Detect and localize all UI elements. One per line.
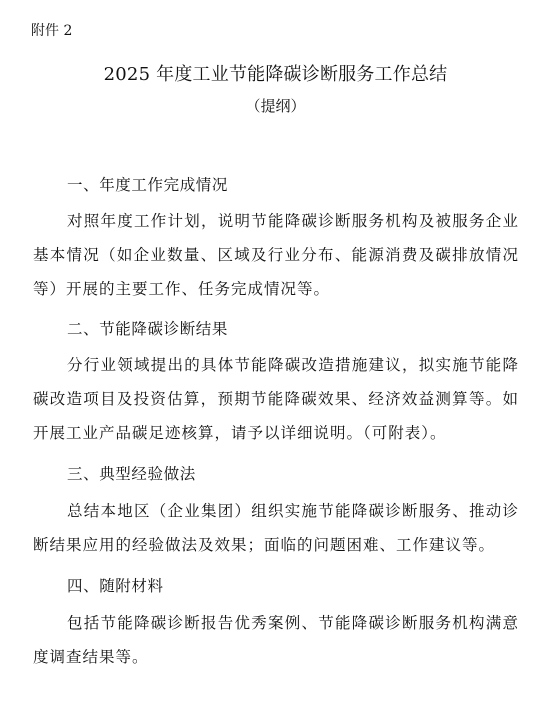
- section-heading-4: 四、随附材料: [67, 577, 164, 595]
- section-body-4: 包括节能降碳诊断报告优秀案例、节能降碳诊断服务机构满意度调查结果等。: [33, 614, 519, 666]
- section-body-1: 对照年度工作计划，说明节能降碳诊断服务机构及被服务企业基本情况（如企业数量、区域及行业分布、能源消费及碳排放情况等）开展的主要工作、任务完成情况等。: [33, 212, 519, 298]
- attachment-label: 附件 2: [31, 23, 73, 39]
- section-body-2: 分行业领域提出的具体节能降碳改造措施建议，拟实施节能降碳改造项目及投资估算，预期节能降碳效果、经济效益测算等。如开展工业产品碳足迹核算，请予以详细说明。（可附表）。: [33, 356, 519, 442]
- section-heading-3: 三、典型经验做法: [67, 465, 196, 483]
- section-body-3: 总结本地区（企业集团）组织实施节能降碳诊断服务、推动诊断结果应用的经验做法及效果；面临的问题困难、工作建议等。: [33, 502, 519, 554]
- document-title: 2025 年度工业节能降碳诊断服务工作总结: [103, 64, 448, 85]
- section-heading-2: 二、节能降碳诊断结果: [67, 320, 229, 338]
- section-heading-1: 一、年度工作完成情况: [67, 176, 229, 194]
- document-subtitle: （提纲）: [245, 97, 306, 115]
